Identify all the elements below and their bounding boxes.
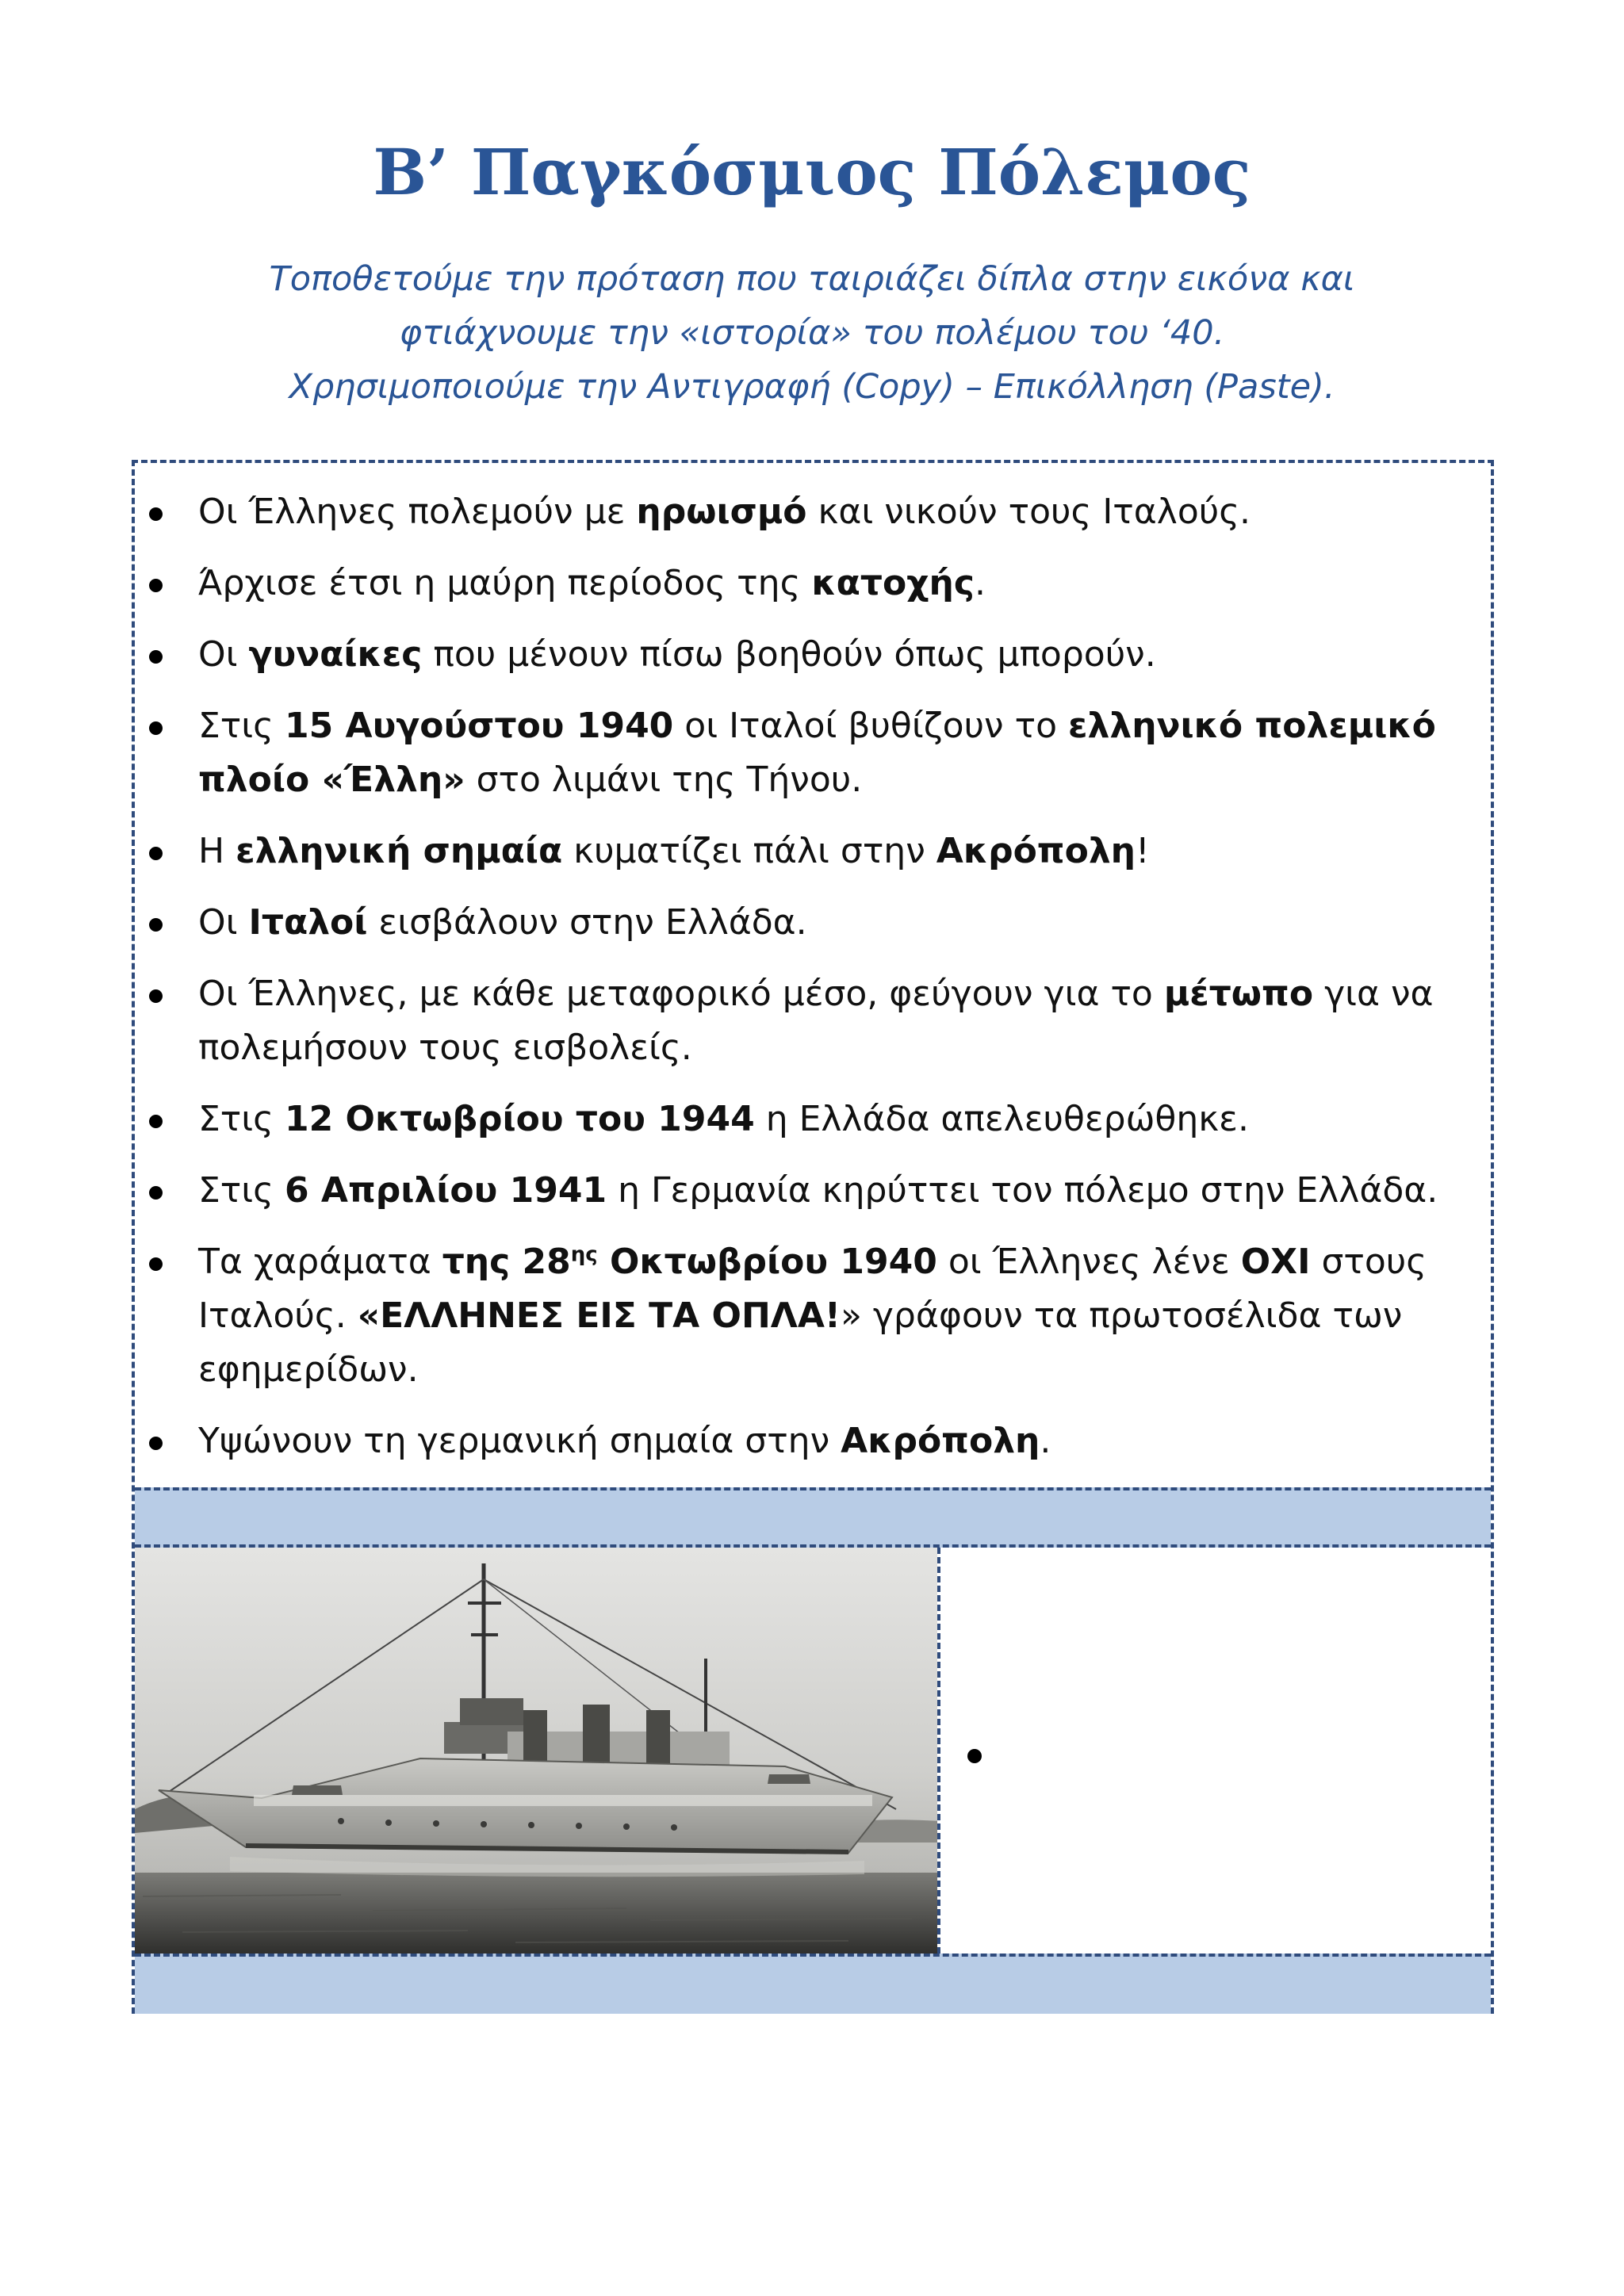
bold-text: 12 Οκτωβρίου του 1944 [285,1099,755,1139]
sentence-item[interactable] [135,699,1491,807]
caption-band[interactable] [135,1954,1491,2014]
instruction-line: φτιάχνουμε την «ιστορία» του πολέμου του ‘40. [399,313,1225,353]
bold-text: ελληνικό πολεμικό πλοίο «Έλλη» [198,706,1436,800]
sentence-text: . [1040,1421,1051,1461]
sentence-text: Οι [198,902,249,943]
sentence-item[interactable] [135,485,1491,539]
sentence-item[interactable] [135,557,1491,610]
sentence-text: και νικούν τους Ιταλούς. [806,492,1251,532]
sentence-text: στο λιμάνι της Τήνου. [465,760,863,800]
sentence-text: Στις [198,1099,285,1139]
bold-text: 6 Απριλίου 1941 [285,1170,607,1211]
sentence-text: Οι Έλληνες πολεμούν με [198,492,637,532]
sentence-text: η Γερμανία κηρύττει τον πόλεμο στην Ελλάδα. [607,1170,1438,1211]
bold-text: γυναίκες [248,634,423,675]
sentence-text: Στις [198,706,285,746]
sentence-text: Στις [198,1170,285,1211]
sentence-text: Οι [198,634,249,675]
instructions [0,252,1624,414]
sentence-text: η Ελλάδα απελευθερώθηκε. [754,1099,1249,1139]
sentence-text: Η [198,831,236,871]
sentence-text: οι Έλληνες λένε [936,1242,1241,1282]
sentence-list [135,485,1491,1486]
bold-text: ηρωισμό [636,492,807,532]
sentence-text: Υψώνουν τη γερμανική σημαία στην [198,1421,841,1461]
page-title: Β’ Παγκόσμιος Πόλεμος [373,135,1251,209]
sentence-text: Τα χαράματα [198,1242,442,1282]
bold-text: ελληνική σημαία [236,831,563,871]
bullet-point [967,1749,982,1763]
sentence-text: » γράφουν τα πρωτοσέλιδα των εφημερίδων. [198,1295,1403,1390]
sentence-text: οι Ιταλοί βυθίζουν το [673,706,1069,746]
sentence-text: εισβάλουν στην Ελλάδα. [367,902,807,943]
sentence-text: Οι Έλληνες, με κάθε μεταφορικό μέσο, φεύγουν για το [198,974,1164,1014]
bold-text: κατοχής [811,563,975,603]
bold-text: Ακρόπολη [936,831,1136,871]
sentence-text: Άρχισε έτσι η μαύρη περίοδος της [198,563,812,603]
bold-text: ΟΧΙ [1240,1242,1311,1282]
bold-text: «ΕΛΛΗΝΕΣ ΕΙΣ ΤΑ ΟΠΛΑ! [357,1295,841,1336]
ship-photo-cell [135,1548,940,1954]
sentence-text: για να πολεμήσουν τους εισβολείς. [198,974,1434,1068]
worksheet-table [132,460,1494,2014]
sentence-drop-cell[interactable] [940,1548,1491,1954]
ship-photo [135,1548,940,1954]
sentence-text: . [974,563,986,603]
instruction-line: Τοποθετούμε την πρόταση που ταιριάζει δίπλα στην εικόνα και [269,259,1355,299]
sentence-text: ! [1136,831,1150,871]
sentence-item[interactable] [135,967,1491,1075]
sentence-item[interactable] [135,825,1491,878]
sentence-item[interactable] [135,1235,1491,1397]
sentence-item[interactable] [135,896,1491,950]
sentence-item[interactable] [135,1414,1491,1468]
sentence-text: στους Ιταλούς. [198,1242,1427,1336]
bold-text: Ιταλοί [248,902,368,943]
sentence-item[interactable] [135,1164,1491,1218]
bold-text: 15 Αυγούστου 1940 [285,706,674,746]
sentence-item[interactable] [135,628,1491,682]
bold-text: Οκτωβρίου 1940 [597,1242,937,1282]
bold-text: ης [570,1242,598,1267]
bold-text: Ακρόπολη [841,1421,1040,1461]
instruction-line: Χρησιμοποιούμε την Αντιγραφή (Copy) – Επικόλληση (Paste). [289,367,1335,407]
caption-band[interactable] [135,1487,1491,1548]
sentence-text: κυματίζει πάλι στην [562,831,936,871]
bold-text: της 28 [442,1242,571,1282]
sentence-text: που μένουν πίσω βοηθούν όπως μπορούν. [422,634,1156,675]
sentence-item[interactable] [135,1093,1491,1146]
bold-text: μέτωπο [1163,974,1314,1014]
